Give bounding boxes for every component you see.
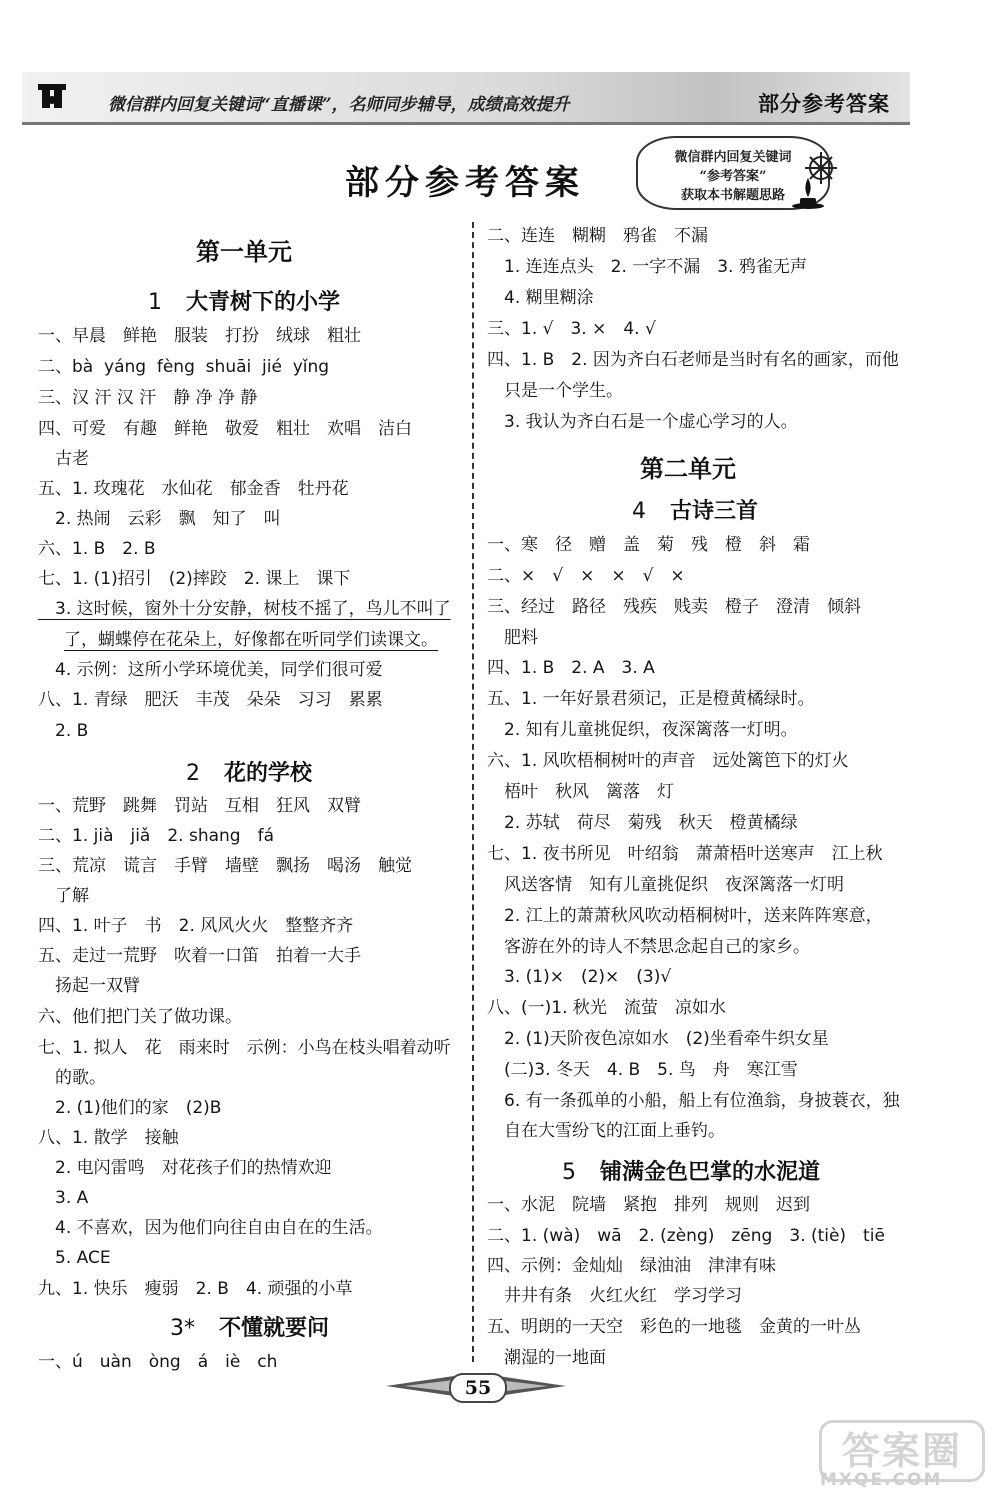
answer-line: 扬起一双臂 — [38, 976, 140, 996]
lesson-heading-4 — [632, 494, 758, 525]
answer-line: 井井有条 火红火红 学习学习 — [487, 1286, 742, 1306]
answer-line: 六、1. 风吹梧桐树叶的声音 远处篱笆下的灯火 — [487, 751, 849, 771]
answer-line: 五、1. 一年好景君须记，正是橙黄橘绿时。 — [487, 689, 815, 709]
answer-line: 2. 电闪雷鸣 对花孩子们的热情欢迎 — [38, 1158, 332, 1178]
answer-line: 二、1. jià jiǎ 2. shang fá — [38, 826, 274, 846]
answer-line: 3. 我认为齐白石是一个虚心学习的人。 — [487, 412, 798, 432]
answer-line: 七、1. 拟人 花 雨来时 示例：小鸟在枝头唱着动听 — [38, 1038, 451, 1058]
wechat-line-2: “参考答案” — [699, 169, 767, 184]
answer-line: 4. 糊里糊涂 — [487, 288, 594, 308]
answer-line: 三、荒凉 谎言 手臂 墙壁 飘扬 喝汤 触觉 — [38, 856, 412, 876]
answer-line: 4. 示例：这所小学环境优美，同学们很可爱 — [38, 660, 383, 680]
answer-line: 二、bà yáng fèng shuāi jié yǐng — [38, 357, 330, 377]
lesson-title: 古诗三首 — [670, 499, 759, 524]
answer-line: 自在大雪纷飞的江面上垂钓。 — [487, 1121, 725, 1141]
answer-line: 八、1. 散学 接触 — [38, 1128, 179, 1148]
answer-line: 2. 热闹 云彩 飘 知了 叫 — [38, 509, 281, 529]
answer-line: 肥料 — [487, 628, 538, 648]
watermark-badge: 答案圈 — [819, 1420, 985, 1482]
answer-line: 三、1. √ 3. × 4. √ — [487, 319, 656, 339]
answer-line: 三、汉 汗 汉 汗 静 净 净 静 — [38, 388, 258, 408]
page-title: 部分参考答案 — [345, 163, 585, 203]
answer-line: 潮湿的一地面 — [487, 1348, 606, 1368]
answer-line: 四、1. B 2. A 3. A — [487, 658, 655, 678]
answer-line: 1. 连连点头 2. 一字不漏 3. 鸦雀无声 — [487, 257, 807, 277]
lesson-number: 4 — [632, 499, 646, 524]
graduate-logo-icon — [36, 80, 68, 110]
answer-line: 八、1. 青绿 肥沃 丰茂 朵朵 习习 累累 — [38, 690, 383, 710]
answer-line-underlined: 了，蝴蝶停在花朵上，好像都在听同学们读课文。 — [64, 630, 438, 650]
lesson-number: 1 — [148, 290, 162, 315]
desk-lamp-icon — [788, 176, 828, 210]
answer-line: 三、经过 路径 残疾 贱卖 橙子 澄清 倾斜 — [487, 597, 861, 617]
watermark-url: MXQE.COM — [820, 1470, 943, 1490]
answer-line: 的歌。 — [38, 1068, 106, 1088]
lesson-title: 花的学校 — [224, 761, 313, 786]
answer-line: 四、1. B 2. 因为齐白石老师是当时有名的画家，而他 — [487, 350, 899, 370]
answer-line: 二、1. (wà) wā 2. (zèng) zēng 3. (tiè) tiē — [487, 1226, 885, 1246]
answer-line: 2. 知有儿童挑促织，夜深篱落一灯明。 — [487, 720, 798, 740]
answer-line: 只是一个学生。 — [487, 381, 623, 401]
column-divider — [472, 222, 474, 1362]
answer-line: 5. ACE — [38, 1248, 111, 1268]
answer-line: 五、明朗的一天空 彩色的一地毯 金黄的一叶丛 — [487, 1317, 861, 1337]
wechat-line-1: 微信群内回复关键词 — [674, 150, 792, 165]
page-number: 55 — [449, 1373, 507, 1403]
lesson-heading-1 — [148, 285, 340, 316]
answer-line: 一、寒 径 赠 盖 菊 残 橙 斜 霜 — [487, 535, 810, 555]
lesson-title: 大青树下的小学 — [186, 290, 341, 315]
lesson-heading-3 — [170, 1311, 329, 1342]
page-header — [22, 72, 910, 125]
answer-line: 2. 苏轼 荷尽 菊残 秋天 橙黄橘绿 — [487, 813, 798, 833]
answer-line: 二、连连 糊糊 鸦雀 不漏 — [487, 226, 708, 246]
answer-line: 6. 有一条孤单的小船，船上有位渔翁，身披蓑衣，独 — [487, 1091, 900, 1111]
answer-line: 了解 — [38, 886, 89, 906]
header-slogan: 微信群内回复关键词“直播课”，名师同步辅导，成绩高效提升 — [108, 95, 570, 115]
answer-line: 3. (1)× (2)× (3)√ — [487, 967, 672, 987]
answer-line: 五、走过一荒野 吹着一口笛 拍着一大手 — [38, 946, 361, 966]
lesson-number: 5 — [562, 1160, 576, 1185]
unit-heading-2: 第二单元 — [640, 455, 736, 483]
answer-line-underlined: 3. 这时候，窗外十分安静，树枝不摇了，鸟儿不叫了 — [38, 599, 451, 619]
answer-line: 梧叶 秋风 篱落 灯 — [487, 782, 674, 802]
answer-line: 客游在外的诗人不禁思念起自己的家乡。 — [487, 937, 810, 957]
lesson-number: 2 — [186, 761, 200, 786]
answer-line: 2. (1)天阶夜色凉如水 (2)坐看牵牛织女星 — [487, 1029, 829, 1049]
lesson-number: 3* — [170, 1316, 195, 1341]
answer-line: 古老 — [38, 449, 89, 469]
answer-line: 2. (1)他们的家 (2)B — [38, 1098, 222, 1118]
answer-line: 六、1. B 2. B — [38, 539, 156, 559]
answer-line: 一、ú uàn òng á iè ch — [38, 1352, 278, 1372]
answer-line: 风送客情 知有儿童挑促织 夜深篱落一灯明 — [487, 875, 844, 895]
lesson-heading-5 — [562, 1155, 820, 1186]
answer-line: (二)3. 冬天 4. B 5. 鸟 舟 寒江雪 — [487, 1060, 798, 1080]
lesson-title: 不懂就要问 — [219, 1316, 330, 1341]
answer-line: 七、1. (1)招引 (2)摔跤 2. 课上 课下 — [38, 569, 351, 589]
answer-line: 六、他们把门关了做功课。 — [38, 1007, 242, 1027]
answer-line: 四、可爱 有趣 鲜艳 敬爱 粗壮 欢唱 洁白 — [38, 419, 412, 439]
answer-line: 四、示例：金灿灿 绿油油 津津有味 — [487, 1256, 776, 1276]
answer-line: 九、1. 快乐 瘦弱 2. B 4. 顽强的小草 — [38, 1279, 353, 1299]
answer-line: 四、1. 叶子 书 2. 风风火火 整整齐齐 — [38, 916, 354, 936]
answer-line: 一、荒野 跳舞 罚站 互相 狂风 双臂 — [38, 796, 361, 816]
unit-heading-1: 第一单元 — [196, 238, 292, 266]
answer-line: 2. 江上的萧萧秋风吹动梧桐树叶，送来阵阵寒意， — [487, 906, 883, 926]
header-section-label: 部分参考答案 — [758, 91, 890, 116]
answer-line: 八、(一)1. 秋光 流萤 凉如水 — [487, 998, 726, 1018]
answer-line: 七、1. 夜书所见 叶绍翁 萧萧梧叶送寒声 江上秋 — [487, 844, 883, 864]
answer-line: 2. B — [38, 721, 89, 741]
answer-line: 五、1. 玫瑰花 水仙花 郁金香 牡丹花 — [38, 479, 349, 499]
lesson-title: 铺满金色巴掌的水泥道 — [600, 1160, 821, 1185]
answer-line: 3. A — [38, 1188, 89, 1208]
lesson-heading-2 — [186, 756, 312, 787]
answer-line: 4. 不喜欢，因为他们向往自由自在的生活。 — [38, 1218, 383, 1238]
answer-line: 二、× √ × × √ × — [487, 566, 685, 586]
answer-line: 一、水泥 院墙 紧抱 排列 规则 迟到 — [487, 1195, 810, 1215]
answer-line: 一、早晨 鲜艳 服装 打扮 绒球 粗壮 — [38, 326, 361, 346]
wechat-line-3: 获取本书解题思路 — [680, 188, 785, 203]
